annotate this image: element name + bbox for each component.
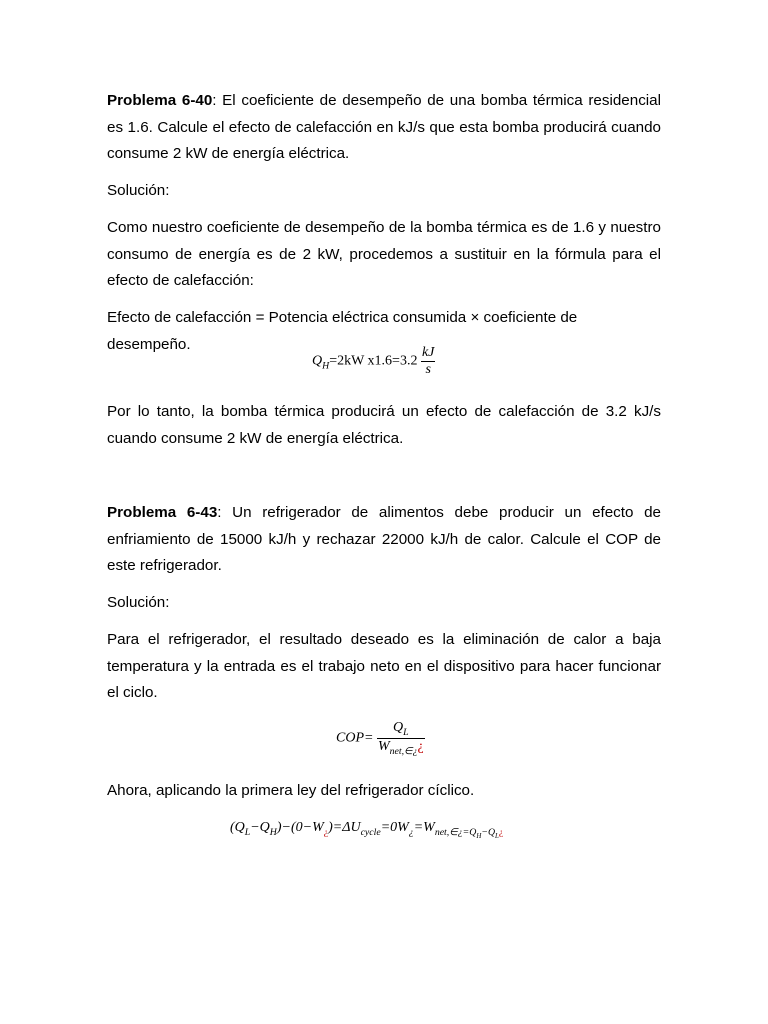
problem-1-text: : El coeficiente de desempeño de una bomba térmica residencial es 1.6. Calcule el efecto de calefacción en kJ/s que esta bomba producirá cuando consume 2 kW de energía eléctrica. bbox=[107, 92, 661, 163]
problem-1-title: Problema 6-40 bbox=[107, 92, 213, 109]
problem-1-equation: $Q_H=2kW$ x1.6=3.2 $\frac{kJ}{s}$ bbox=[312, 345, 435, 377]
problem-1-fraction: $\frac{kJ}{s}$ bbox=[421, 345, 435, 377]
first-law-equation: $(Q_L-Q_H)-(0-W_¿)=\Delta U_{cycle}=0W_¿=W_{net,\in¿=Q_H-Q_L¿}$ bbox=[230, 820, 504, 840]
problem-2-text: : Un refrigerador de alimentos debe producir un efecto de enfriamiento de 15000 kJ/h y rechazar 22000 kJ/h de calor. Calcule el COP de este refrigerador. bbox=[107, 504, 661, 575]
problem-2-explanation: Para el refrigerador, el resultado deseado es la eliminación de calor a baja temperatura y la entrada es el trabajo neto en el dispositivo para hacer funcionar el ciclo. bbox=[107, 631, 661, 702]
problem-1-statement bbox=[107, 88, 661, 168]
problem-1-conclusion: Por lo tanto, la bomba térmica producirá un efecto de calefacción de 3.2 kJ/s cuando consume 2 kW de energía eléctrica. bbox=[107, 403, 661, 447]
problem-2-statement bbox=[107, 500, 661, 580]
cop-fraction: $\frac{Q_L}{W_{net,\in¿}¿}$ bbox=[377, 720, 424, 757]
first-law-intro: Ahora, aplicando la primera ley del refrigerador cíclico. bbox=[107, 782, 475, 799]
problem-1-explanation: Como nuestro coeficiente de desempeño de la bomba térmica es de 1.6 y nuestro consumo de energía es de 2 kW, procedemos a sustituir en la fórmula para el efecto de calefacción: bbox=[107, 219, 661, 290]
problem-2-solution-label: Solución: bbox=[107, 594, 170, 611]
problem-2-title: Problema 6-43 bbox=[107, 504, 218, 521]
problem-1-formula-text: Efecto de calefacción = Potencia eléctrica consumida × coeficiente de desempeño. bbox=[107, 309, 578, 353]
cop-equation: COP= $\frac{Q_L}{W_{net,\in¿}¿}$ bbox=[336, 720, 424, 757]
problem-1-solution-label: Solución: bbox=[107, 182, 170, 199]
